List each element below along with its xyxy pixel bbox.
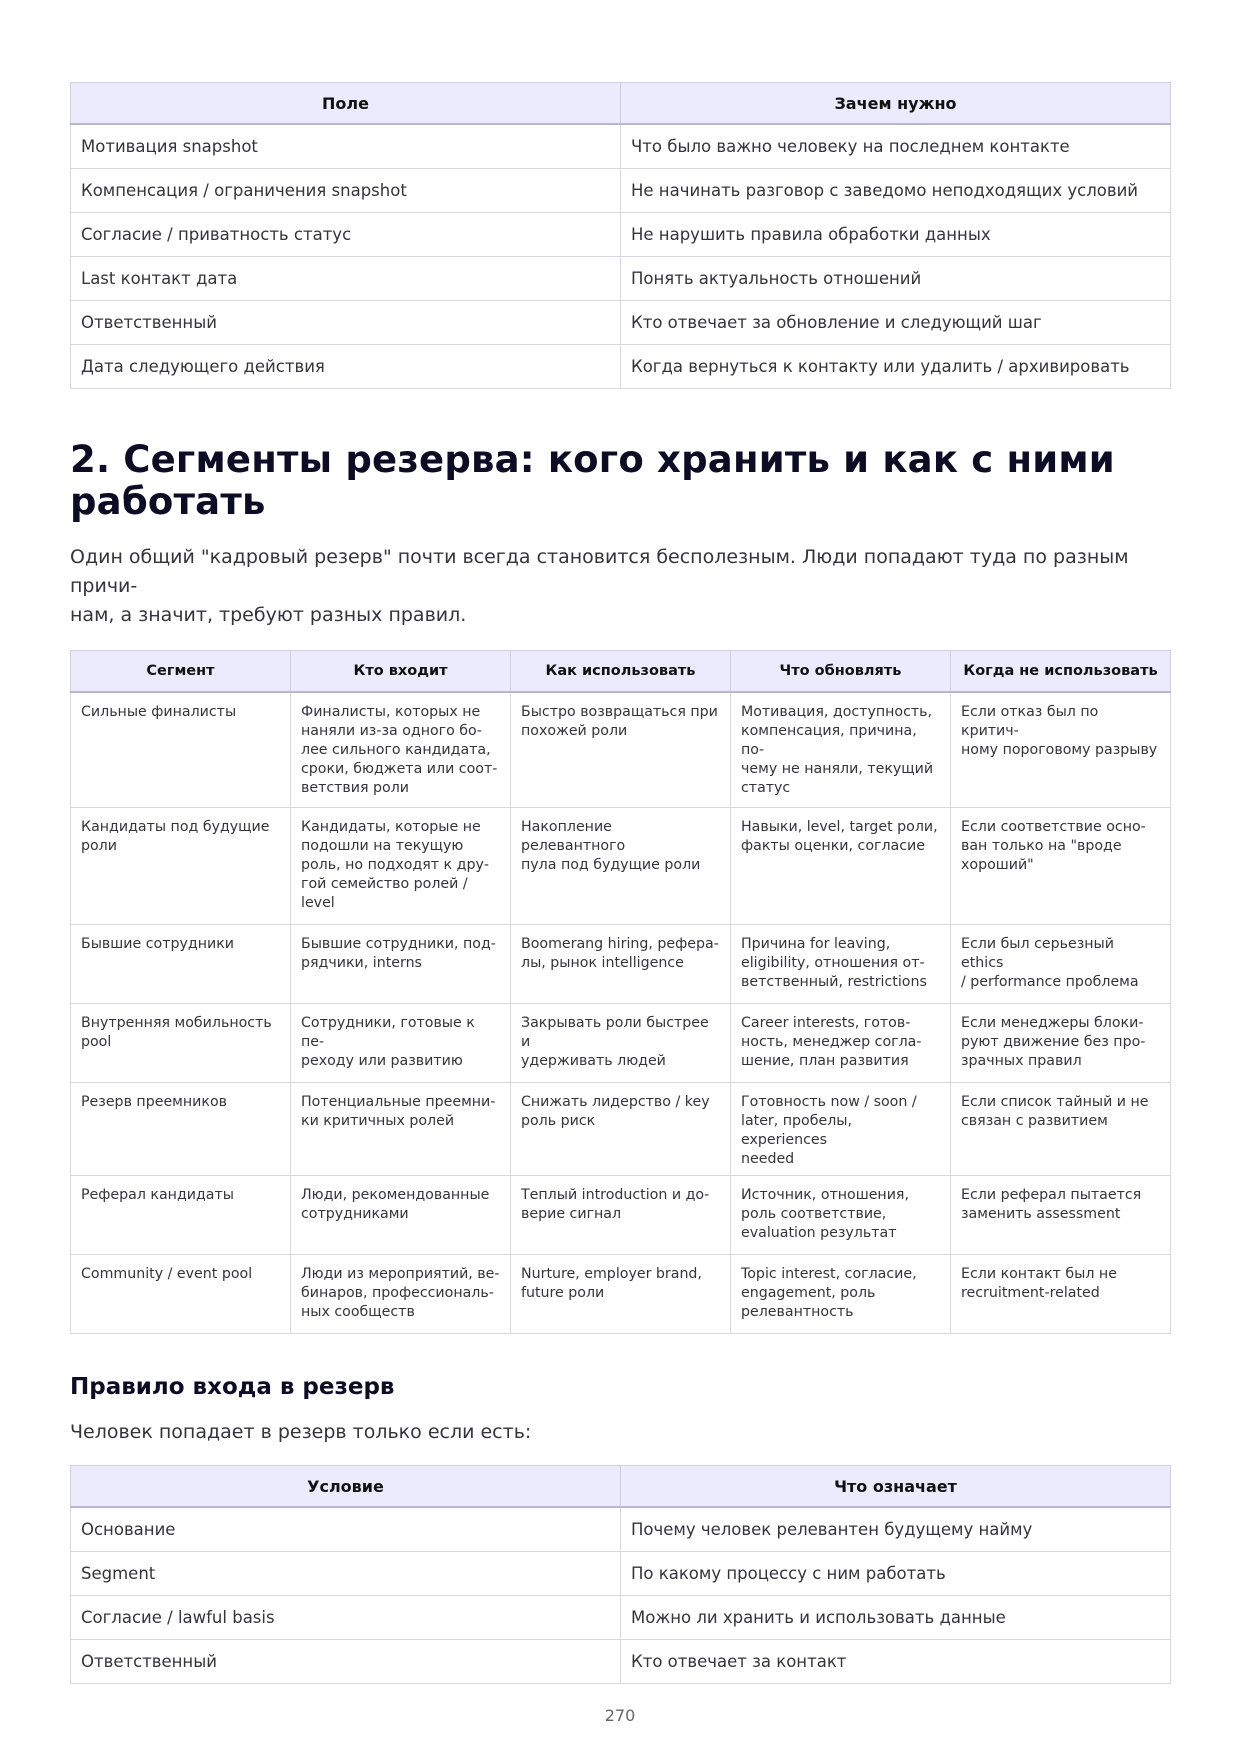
table-header-cell: Что означает	[621, 1466, 1171, 1508]
table-row	[71, 692, 1171, 808]
table-cell	[71, 692, 291, 808]
table-header-cell: Сегмент	[71, 651, 291, 693]
table-cell	[951, 925, 1171, 1004]
table-cell	[951, 1004, 1171, 1083]
cell-line: ных сообществ	[301, 1304, 415, 1320]
table-header-cell: Как использовать	[511, 651, 731, 693]
cell-line: Внутренняя мобильность	[81, 1015, 272, 1031]
cell-line: ность, менеджер согла-	[741, 1034, 922, 1050]
cell-line: чему не наняли, текущий	[741, 761, 934, 777]
cell-line: ному пороговому разрыву	[961, 742, 1158, 758]
table-row	[71, 257, 1171, 301]
cell-line: pool	[81, 1034, 112, 1050]
cell-line: шение, план развития	[741, 1053, 909, 1069]
table-cell	[291, 925, 511, 1004]
table-cell: Понять актуальность отношений	[621, 257, 1171, 301]
table-cell	[951, 692, 1171, 808]
table-cell	[511, 1176, 731, 1255]
cell-line: роль, но подходят к дру-	[301, 857, 489, 873]
cell-line: eligibility, отношения от-	[741, 955, 925, 971]
table-cell: Не нарушить правила обработки данных	[621, 213, 1171, 257]
cell-line: Если отказ был по критич-	[961, 704, 1099, 739]
cell-line: лы, рынок intelligence	[521, 955, 684, 971]
cell-line: Если менеджеры блоки-	[961, 1015, 1144, 1031]
table-row	[71, 213, 1171, 257]
section-title-line: работать	[70, 480, 266, 523]
cell-line: Финалисты, которых не	[301, 704, 481, 720]
cell-line: роли	[81, 838, 117, 854]
cell-line: future роли	[521, 1285, 605, 1301]
table-cell	[731, 925, 951, 1004]
table-row	[71, 925, 1171, 1004]
cell-line: ван только на "вроде	[961, 838, 1122, 854]
cell-line: Готовность now / soon /	[741, 1094, 917, 1110]
cell-line: later, пробелы, experiences	[741, 1113, 852, 1148]
cell-line: Закрывать роли быстрее и	[521, 1015, 709, 1050]
table-cell	[731, 1083, 951, 1176]
table-row	[71, 124, 1171, 169]
cell-line: факты оценки, согласие	[741, 838, 925, 854]
table-cell	[291, 1083, 511, 1176]
table-row	[71, 1004, 1171, 1083]
page-number: 270	[604, 1706, 636, 1725]
table-cell	[511, 808, 731, 925]
table-cell: Кто отвечает за обновление и следующий шаг	[621, 301, 1171, 345]
cell-line: пула под будущие роли	[521, 857, 701, 873]
cell-line: связан с развитием	[961, 1113, 1108, 1129]
cell-line: Навыки, level, target роли,	[741, 819, 938, 835]
cell-line: Если был серьезный ethics	[961, 936, 1114, 971]
cell-line: заменить assessment	[961, 1206, 1121, 1222]
cell-line: Снижать лидерство / key	[521, 1094, 710, 1110]
table-cell	[71, 1083, 291, 1176]
cell-line: похожей роли	[521, 723, 628, 739]
cell-line: Резерв преемников	[81, 1094, 227, 1110]
cell-line: Если контакт был не	[961, 1266, 1117, 1282]
table-row	[71, 1176, 1171, 1255]
table-cell	[951, 1083, 1171, 1176]
table-cell	[511, 692, 731, 808]
cell-line: Потенциальные преемни-	[301, 1094, 496, 1110]
cell-line: Реферал кандидаты	[81, 1187, 234, 1203]
table-row	[71, 1640, 1171, 1684]
table-cell	[291, 808, 511, 925]
cell-line: релевантность	[741, 1304, 854, 1320]
table-cell: Не начинать разговор с заведомо неподходящих условий	[621, 169, 1171, 213]
intro-line: нам, а значит, требуют разных правил.	[70, 604, 467, 626]
table-cell: Last контакт дата	[71, 257, 621, 301]
table-cell	[511, 1083, 731, 1176]
table-cell	[291, 1176, 511, 1255]
table-cell	[71, 808, 291, 925]
segments-table	[70, 650, 1171, 1334]
cell-line: роль соответствие,	[741, 1206, 887, 1222]
cell-line: Если соответствие осно-	[961, 819, 1146, 835]
table-cell	[731, 808, 951, 925]
table-header-cell: Что обновлять	[731, 651, 951, 693]
section-title	[70, 439, 1171, 523]
table-cell: Согласие / lawful basis	[71, 1596, 621, 1640]
table-row	[71, 301, 1171, 345]
table-row	[71, 808, 1171, 925]
cell-line: Кандидаты, которые не	[301, 819, 481, 835]
cell-line: Кандидаты под будущие	[81, 819, 270, 835]
table-row	[71, 1255, 1171, 1334]
table-cell	[291, 692, 511, 808]
section-title-line: 2. Сегменты резерва: кого хранить и как с ними	[70, 438, 1115, 481]
cell-line: recruitment-related	[961, 1285, 1100, 1301]
cell-line: гой семейство ролей /	[301, 876, 468, 892]
cell-line: Причина for leaving,	[741, 936, 891, 952]
cell-line: Люди, рекомендованные	[301, 1187, 490, 1203]
cell-line: сотрудниками	[301, 1206, 409, 1222]
cell-line: статус	[741, 780, 791, 796]
table-row	[71, 1083, 1171, 1176]
cell-line: удерживать людей	[521, 1053, 666, 1069]
table-header-cell: Поле	[71, 83, 621, 125]
table-cell	[71, 1176, 291, 1255]
table-header-cell: Зачем нужно	[621, 83, 1171, 125]
table-header-row	[71, 1466, 1171, 1508]
cell-line: наняли из-за одного бо-	[301, 723, 482, 739]
table-cell	[71, 925, 291, 1004]
cell-line: подошли на текущую	[301, 838, 464, 854]
cell-line: Быстро возвращаться при	[521, 704, 718, 720]
table-cell: Segment	[71, 1552, 621, 1596]
table-cell	[291, 1255, 511, 1334]
cell-line: Бывшие сотрудники, под-	[301, 936, 496, 952]
cell-line: хороший"	[961, 857, 1034, 873]
table-cell	[731, 1176, 951, 1255]
cell-line: зрачных правил	[961, 1053, 1082, 1069]
page	[70, 82, 1171, 1684]
table-cell: Когда вернуться к контакту или удалить / архивировать	[621, 345, 1171, 389]
table-cell: Кто отвечает за контакт	[621, 1640, 1171, 1684]
table-cell	[71, 1004, 291, 1083]
table-row	[71, 1507, 1171, 1552]
subsection-intro: Человек попадает в резерв только если есть:	[70, 1421, 532, 1443]
cell-line: Community / event pool	[81, 1266, 253, 1282]
cell-line: компенсация, причина, по-	[741, 723, 917, 758]
table-cell: Почему человек релевантен будущему найму	[621, 1507, 1171, 1552]
cell-line: ки критичных ролей	[301, 1113, 455, 1129]
cell-line: Career interests, готов-	[741, 1015, 911, 1031]
table-cell	[511, 925, 731, 1004]
cell-line: лее сильного кандидата,	[301, 742, 491, 758]
table-cell: Дата следующего действия	[71, 345, 621, 389]
table-row	[71, 169, 1171, 213]
cell-line: / performance проблема	[961, 974, 1139, 990]
cell-line: руют движение без про-	[961, 1034, 1146, 1050]
table-cell: По какому процессу с ним работать	[621, 1552, 1171, 1596]
table-cell	[951, 1176, 1171, 1255]
table-cell: Что было важно человеку на последнем контакте	[621, 124, 1171, 169]
table-cell: Мотивация snapshot	[71, 124, 621, 169]
table-cell: Согласие / приватность статус	[71, 213, 621, 257]
table-cell: Ответственный	[71, 301, 621, 345]
table-cell: Компенсация / ограничения snapshot	[71, 169, 621, 213]
table-header-row	[71, 83, 1171, 125]
table-header-cell: Условие	[71, 1466, 621, 1508]
table-cell: Ответственный	[71, 1640, 621, 1684]
section-intro	[70, 543, 1171, 630]
cell-line: engagement, роль	[741, 1285, 876, 1301]
cell-line: Сильные финалисты	[81, 704, 237, 720]
cell-line: Если список тайный и не	[961, 1094, 1149, 1110]
cell-line: бинаров, профессиональ-	[301, 1285, 494, 1301]
cell-line: Теплый introduction и до-	[521, 1187, 710, 1203]
cell-line: Источник, отношения,	[741, 1187, 909, 1203]
intro-line: Один общий "кадровый резерв" почти всегда становится бесполезным. Люди попадают туда по разным причи-	[70, 546, 1129, 597]
table-cell	[731, 1255, 951, 1334]
cell-line: needed	[741, 1151, 795, 1167]
cell-line: Если реферал пытается	[961, 1187, 1142, 1203]
cell-line: рядчики, interns	[301, 955, 422, 971]
table-cell	[291, 1004, 511, 1083]
table-cell	[511, 1255, 731, 1334]
table-row	[71, 345, 1171, 389]
cell-line: реходу или развитию	[301, 1053, 463, 1069]
table-cell	[951, 808, 1171, 925]
cell-line: Topic interest, согласие,	[741, 1266, 917, 1282]
table-cell	[731, 1004, 951, 1083]
cell-line: верие сигнал	[521, 1206, 622, 1222]
table-header-cell: Кто входит	[291, 651, 511, 693]
table-cell: Основание	[71, 1507, 621, 1552]
table-cell	[511, 1004, 731, 1083]
table-cell	[731, 692, 951, 808]
cell-line: ветственный, restrictions	[741, 974, 927, 990]
table-header-row	[71, 651, 1171, 693]
cell-line: Бывшие сотрудники	[81, 936, 234, 952]
cell-line: роль риск	[521, 1113, 596, 1129]
cell-line: level	[301, 895, 335, 911]
cell-line: Мотивация, доступность,	[741, 704, 933, 720]
entry-conditions-table	[70, 1465, 1171, 1684]
table-row	[71, 1596, 1171, 1640]
cell-line: evaluation результат	[741, 1225, 897, 1241]
table-row	[71, 1552, 1171, 1596]
fields-table	[70, 82, 1171, 389]
cell-line: Boomerang hiring, рефера-	[521, 936, 719, 952]
table-cell	[71, 1255, 291, 1334]
table-header-cell: Когда не использовать	[951, 651, 1171, 693]
cell-line: ветствия роли	[301, 780, 410, 796]
subsection-title: Правило входа в резерв	[70, 1374, 395, 1400]
cell-line: Накопление релевантного	[521, 819, 626, 854]
table-cell: Можно ли хранить и использовать данные	[621, 1596, 1171, 1640]
cell-line: Сотрудники, готовые к пе-	[301, 1015, 475, 1050]
cell-line: Люди из мероприятий, ве-	[301, 1266, 500, 1282]
cell-line: сроки, бюджета или соот-	[301, 761, 498, 777]
table-cell	[951, 1255, 1171, 1334]
cell-line: Nurture, employer brand,	[521, 1266, 702, 1282]
